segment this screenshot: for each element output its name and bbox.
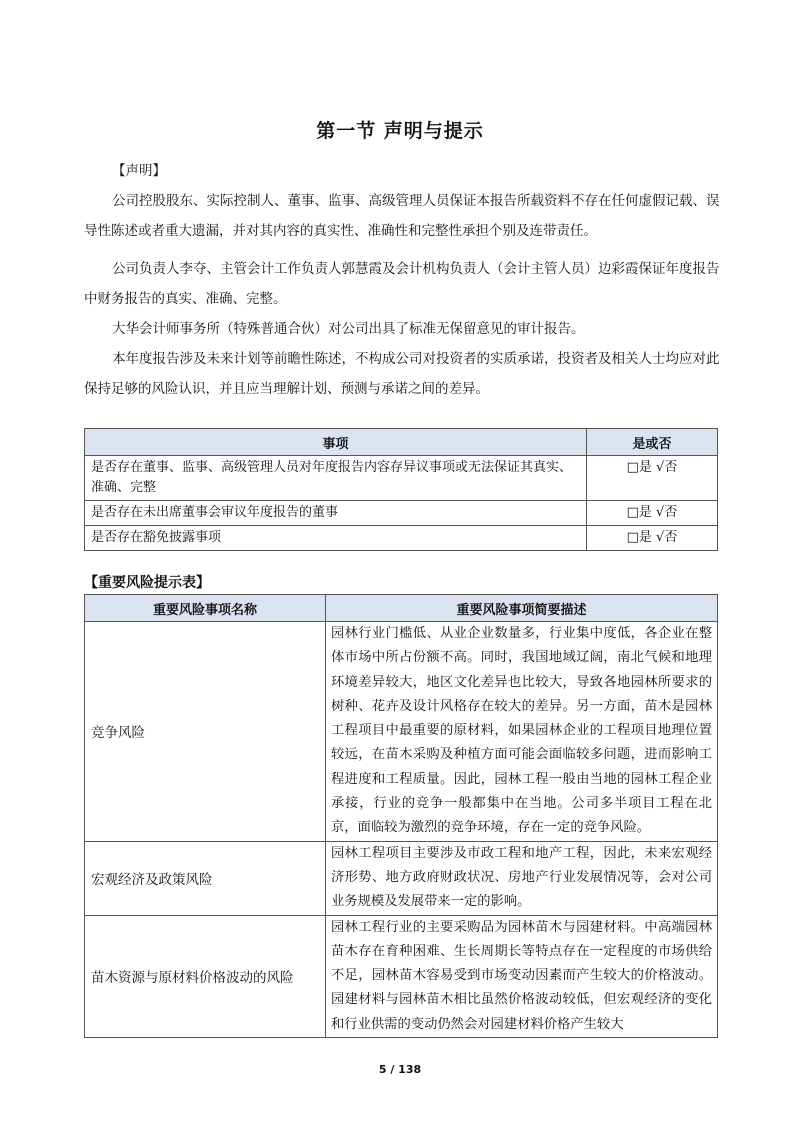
risk-description: 园林行业门槛低、从业企业数量多，行业集中度低，各企业在整体市场中所占份额不高。同时，我国地域辽阔，南北气候和地理环境差异较大，地区文化差异也比较大，导致各地园林所要求的树种、花卉及设计风格存在较大的差异。另一方面，苗木是园林工程项目中最重要的原材料，如果园林企业的工程项目地理位置较远，在苗木采购及种植方面可能会面临较多问题，进而影响工程进度和工程质量。因此，园林工程一般由当地的园林工程企业承接，行业的竞争一般都集中在当地。公司多半项目工程在北京，面临较为激烈的竞争环境，存在一定的竞争风险。 (326, 622, 718, 842)
decl-item: 是否存在未出席董事会审议年度报告的董事 (85, 501, 587, 526)
table-row (85, 841, 718, 915)
risk-description: 园林工程项目主要涉及市政工程和地产工程，因此，未来宏观经济形势、地方政府财政状况、房地产行业发展情况等，会对公司业务规模及发展带来一定的影响。 (326, 841, 718, 915)
risk-header-desc: 重要风险事项简要描述 (326, 595, 718, 622)
risk-name: 苗木资源与原材料价格波动的风险 (85, 915, 326, 1037)
risk-name: 竞争风险 (85, 622, 326, 842)
paragraph-responsible-persons: 公司负责人李夺、主管会计工作负责人郭慧霞及会计机构负责人（会计主管人员）边彩霞保证年度报告中财务报告的真实、准确、完整。 (84, 261, 720, 307)
section-title: 第一节 声明与提示 (316, 120, 484, 142)
risk-table-heading: 【重要风险提示表】 (84, 575, 210, 591)
risk-table (84, 594, 718, 1038)
risk-name: 宏观经济及政策风险 (85, 841, 326, 915)
table-row (85, 915, 718, 1037)
decl-answer: □是 √否 (587, 526, 718, 551)
declaration-heading: 【声明】 (112, 163, 166, 179)
table-row (85, 501, 718, 526)
decl-item: 是否存在董事、监事、高级管理人员对年度报告内容存异议事项或无法保证其真实、准确、完整 (85, 456, 587, 501)
table-row (85, 526, 718, 551)
decl-answer: □是 √否 (587, 501, 718, 526)
decl-answer: □是 √否 (587, 456, 718, 501)
paragraph-auditor: 大华会计师事务所（特殊普通合伙）对公司出具了标准无保留意见的审计报告。 (112, 321, 585, 337)
table-row (85, 456, 718, 501)
declaration-table (84, 428, 718, 551)
table-row (85, 622, 718, 842)
decl-header-item: 事项 (85, 429, 587, 456)
risk-header-name: 重要风险事项名称 (85, 595, 326, 622)
page-number: 5 / 138 (378, 1063, 422, 1076)
decl-item: 是否存在豁免披露事项 (85, 526, 587, 551)
paragraph-guarantee: 公司控股股东、实际控制人、董事、监事、高级管理人员保证本报告所载资料不存在任何虚假记载、误导性陈述或者重大遗漏，并对其内容的真实性、准确性和完整性承担个别及连带责任。 (84, 193, 720, 239)
decl-header-answer: 是或否 (587, 429, 718, 456)
risk-description: 园林工程行业的主要采购品为园林苗木与园建材料。中高端园林苗木存在育种困难、生长周期长等特点存在一定程度的市场供给不足，园林苗木容易受到市场变动因素而产生较大的价格波动。园建材料与园林苗木相比虽然价格波动较低，但宏观经济的变化和行业供需的变动仍然会对园建材料价格产生较大 (326, 915, 718, 1037)
paragraph-forward-looking: 本年度报告涉及未来计划等前瞻性陈述，不构成公司对投资者的实质承诺，投资者及相关人士均应对此保持足够的风险认识，并且应当理解计划、预测与承诺之间的差异。 (84, 351, 720, 397)
